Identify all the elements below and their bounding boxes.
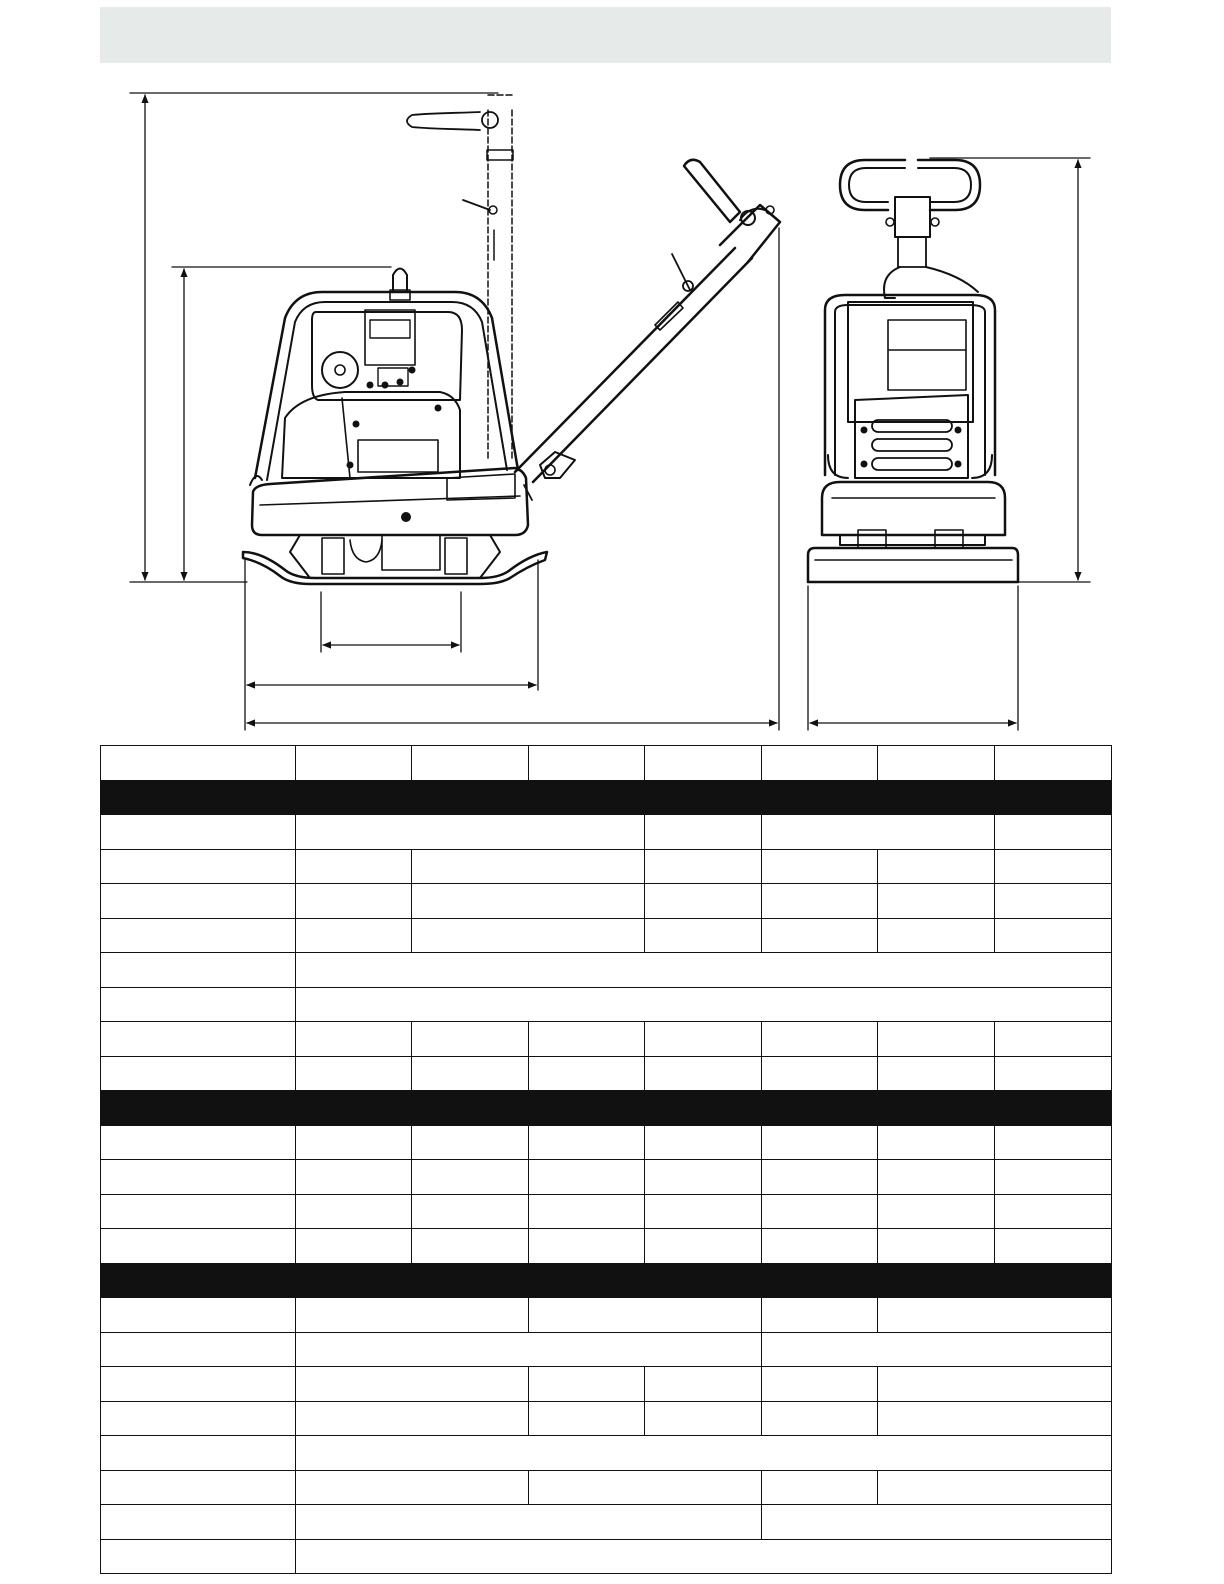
- value-cell: [995, 1229, 1112, 1264]
- value-cell: [296, 1470, 529, 1505]
- value-cell: [529, 1022, 645, 1057]
- value-cell: [529, 1401, 645, 1436]
- value-cell: [296, 884, 412, 919]
- value-cell: [296, 1401, 529, 1436]
- value-cell: [878, 1298, 1112, 1333]
- engine-cover: [282, 392, 460, 478]
- value-cell: [762, 884, 878, 919]
- value-cell: [529, 1298, 762, 1333]
- value-cell: [878, 1194, 995, 1229]
- value-cell: [412, 1125, 529, 1160]
- table-row: [101, 918, 1112, 953]
- table-row: [101, 1367, 1112, 1402]
- value-cell: [995, 1194, 1112, 1229]
- row-label-cell: [101, 1022, 296, 1057]
- row-label-cell: [101, 884, 296, 919]
- table-row: [101, 884, 1112, 919]
- value-cell: [878, 1160, 995, 1195]
- value-cell: [296, 918, 412, 953]
- value-cell: [762, 1367, 878, 1402]
- table-row: [101, 953, 1112, 988]
- value-cell: [296, 1160, 412, 1195]
- value-cell: [762, 1229, 878, 1264]
- value-cell: [878, 1470, 1112, 1505]
- value-cell: [529, 746, 645, 781]
- value-cell: [645, 1160, 762, 1195]
- value-cell: [412, 1022, 529, 1057]
- value-cell: [645, 918, 762, 953]
- row-label-cell: [101, 1125, 296, 1160]
- row-label-cell: [101, 1056, 296, 1091]
- value-cell: [995, 918, 1112, 953]
- value-cell: [296, 1229, 412, 1264]
- value-cell: [529, 1160, 645, 1195]
- value-cell: [296, 1367, 529, 1402]
- value-cell: [878, 849, 995, 884]
- value-cell: [995, 884, 1112, 919]
- value-cell: [412, 849, 645, 884]
- value-cell: [645, 1229, 762, 1264]
- value-cell: [995, 1022, 1112, 1057]
- value-cell: [645, 746, 762, 781]
- value-cell: [296, 1505, 762, 1540]
- value-cell: [412, 746, 529, 781]
- lifting-hook: [393, 269, 407, 293]
- table-row: [101, 815, 1112, 850]
- section-header-row: [101, 1091, 1112, 1126]
- value-cell: [412, 1229, 529, 1264]
- row-label-cell: [101, 815, 296, 850]
- value-cell: [296, 1539, 1112, 1574]
- row-label-cell: [101, 746, 296, 781]
- row-label-cell: [101, 1298, 296, 1333]
- dimension-lines: [130, 93, 779, 730]
- value-cell: [645, 849, 762, 884]
- table-row: [101, 1298, 1112, 1333]
- value-cell: [878, 1056, 995, 1091]
- table-row: [101, 849, 1112, 884]
- value-cell: [296, 746, 412, 781]
- value-cell: [995, 815, 1112, 850]
- value-cell: [529, 1470, 762, 1505]
- value-cell: [878, 1022, 995, 1057]
- row-label-cell: [101, 1367, 296, 1402]
- table-row: [101, 1505, 1112, 1540]
- front-base: [822, 482, 1005, 535]
- value-cell: [412, 1160, 529, 1195]
- value-cell: [762, 1505, 1112, 1540]
- header-bar: [100, 7, 1111, 63]
- value-cell: [529, 1229, 645, 1264]
- row-label-cell: [101, 1160, 296, 1195]
- value-cell: [529, 1194, 645, 1229]
- table-row: [101, 1332, 1112, 1367]
- value-cell: [412, 1194, 529, 1229]
- side-view: [130, 93, 780, 730]
- value-cell: [995, 1160, 1112, 1195]
- value-cell: [995, 1056, 1112, 1091]
- row-label-cell: [101, 918, 296, 953]
- row-label-cell: [101, 1436, 296, 1471]
- value-cell: [645, 1022, 762, 1057]
- value-cell: [878, 1367, 1112, 1402]
- row-label-cell: [101, 1091, 1112, 1126]
- row-label-cell: [101, 1505, 296, 1540]
- row-label-cell: [101, 1401, 296, 1436]
- value-cell: [529, 1125, 645, 1160]
- value-cell: [296, 1332, 762, 1367]
- value-cell: [296, 1194, 412, 1229]
- section-header-row: [101, 780, 1112, 815]
- row-label-cell: [101, 1229, 296, 1264]
- value-cell: [762, 1470, 878, 1505]
- table-row: [101, 1194, 1112, 1229]
- value-cell: [296, 1298, 529, 1333]
- working-handle: [515, 160, 780, 500]
- value-cell: [296, 987, 1112, 1022]
- row-label-cell: [101, 1470, 296, 1505]
- value-cell: [878, 918, 995, 953]
- value-cell: [645, 1367, 762, 1402]
- table-row: [101, 987, 1112, 1022]
- value-cell: [296, 849, 412, 884]
- table-row: [101, 1160, 1112, 1195]
- table-row: [101, 1125, 1112, 1160]
- value-cell: [762, 1056, 878, 1091]
- value-cell: [995, 1125, 1112, 1160]
- table-row: [101, 1401, 1112, 1436]
- row-label-cell: [101, 987, 296, 1022]
- front-frame: [825, 295, 995, 475]
- value-cell: [296, 1056, 412, 1091]
- table-row: [101, 1056, 1112, 1091]
- front-view: [808, 158, 1090, 730]
- value-cell: [878, 1229, 995, 1264]
- table-header-row: [101, 746, 1112, 781]
- value-cell: [296, 1125, 412, 1160]
- value-cell: [529, 1056, 645, 1091]
- value-cell: [412, 1056, 529, 1091]
- value-cell: [762, 1194, 878, 1229]
- row-label-cell: [101, 1194, 296, 1229]
- value-cell: [762, 1160, 878, 1195]
- value-cell: [296, 953, 1112, 988]
- value-cell: [296, 1436, 1112, 1471]
- table-row: [101, 1022, 1112, 1057]
- baseplate: [243, 552, 547, 584]
- value-cell: [645, 815, 762, 850]
- row-label-cell: [101, 1263, 1112, 1298]
- row-label-cell: [101, 1539, 296, 1574]
- value-cell: [762, 1332, 1112, 1367]
- value-cell: [762, 1022, 878, 1057]
- table-row: [101, 1229, 1112, 1264]
- table-row: [101, 1539, 1112, 1574]
- value-cell: [995, 849, 1112, 884]
- value-cell: [412, 884, 645, 919]
- section-header-row: [101, 1263, 1112, 1298]
- value-cell: [878, 1125, 995, 1160]
- row-label-cell: [101, 953, 296, 988]
- value-cell: [762, 1125, 878, 1160]
- table-row: [101, 1436, 1112, 1471]
- value-cell: [762, 849, 878, 884]
- value-cell: [645, 1056, 762, 1091]
- value-cell: [878, 1401, 1112, 1436]
- value-cell: [645, 1125, 762, 1160]
- value-cell: [995, 746, 1112, 781]
- row-label-cell: [101, 849, 296, 884]
- value-cell: [296, 1022, 412, 1057]
- value-cell: [412, 918, 645, 953]
- value-cell: [762, 918, 878, 953]
- handle-grip: [684, 160, 740, 222]
- value-cell: [762, 746, 878, 781]
- value-cell: [762, 815, 995, 850]
- ghost-handle-grip: [407, 112, 480, 130]
- value-cell: [529, 1367, 645, 1402]
- value-cell: [878, 746, 995, 781]
- value-cell: [762, 1298, 878, 1333]
- value-cell: [645, 884, 762, 919]
- compactor-dimension-drawing: [0, 70, 1224, 740]
- value-cell: [878, 884, 995, 919]
- table-row: [101, 1470, 1112, 1505]
- technical-data-table: [100, 745, 1112, 1574]
- value-cell: [645, 1401, 762, 1436]
- value-cell: [296, 815, 645, 850]
- row-label-cell: [101, 780, 1112, 815]
- front-baseplate: [808, 548, 1018, 582]
- front-dimension-lines: [808, 158, 1090, 730]
- value-cell: [645, 1194, 762, 1229]
- value-cell: [762, 1401, 878, 1436]
- row-label-cell: [101, 1332, 296, 1367]
